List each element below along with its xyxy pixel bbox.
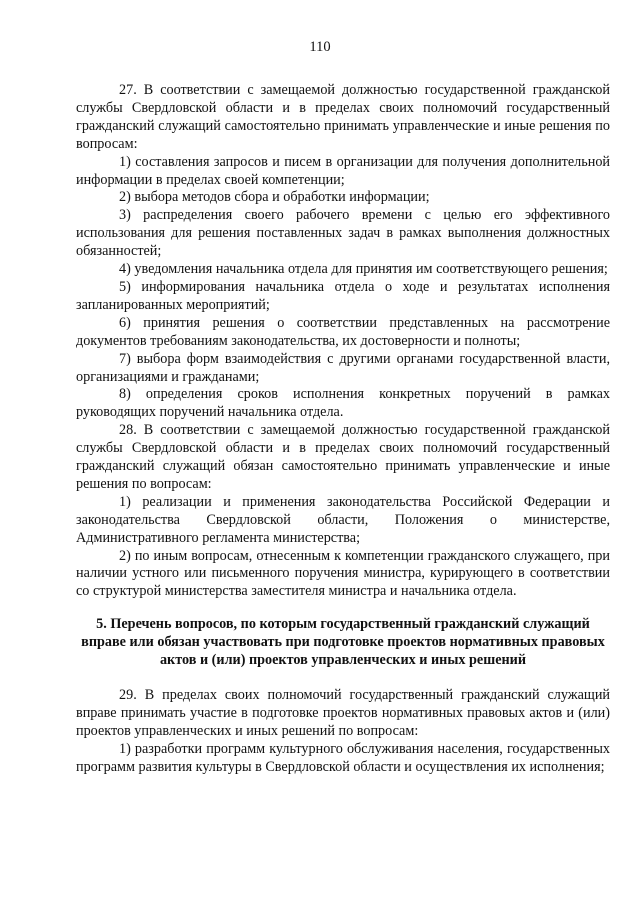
list-item-28-1: 1) реализации и применения законодательства Российской Федерации и законодательства Свердловской области, Положения о министерстве, Административного регламента министерства;: [76, 493, 610, 546]
document-body: [76, 82, 610, 777]
list-item-27-2: 2) выбора методов сбора и обработки информации;: [119, 189, 430, 206]
list-item-27-8: 8) определения сроков исполнения конкретных поручений в рамках руководящих поручений начальника отдела.: [76, 386, 610, 421]
paragraph-29: 29. В пределах своих полномочий государственный гражданский служащий вправе принимать участие в подготовке проектов нормативных правовых актов и (или) проектов управленческих и иных решений по вопросам:: [76, 687, 610, 739]
list-item-29-1: 1) разработки программ культурного обслуживания населения, государственных программ развития культуры в Свердловской области и осуществления их исполнения;: [76, 740, 610, 775]
list-item-28-2: 2) по иным вопросам, отнесенным к компетенции гражданского служащего, при наличии устного или письменного поручения министра, курирующего в соответствии со структурой министерства заместителя министра и начальника отдела.: [76, 547, 610, 600]
paragraph-27: 27. В соответствии с замещаемой должностью государственной гражданской службы Свердловской области и в пределах своих полномочий государственный гражданский служащий самостоятельно принимать управленческие и иные решения по вопросам:: [76, 82, 610, 152]
section-5-heading: 5. Перечень вопросов, по которым государственный гражданский служащий вправе или обязан участвовать при подготовке проектов нормативных правовых актов и (или) проектов управленческих и иных решений: [81, 616, 605, 669]
paragraph-28: 28. В соответствии с замещаемой должностью государственной гражданской службы Свердловской области и в пределах своих полномочий государственный гражданский служащий обязан самостоятельно принимать управленческие и иные решения по вопросам:: [76, 422, 610, 492]
list-item-27-3: 3) распределения своего рабочего времени с целью его эффективного использования для решения поставленных задач в рамках выполнения должностных обязанностей;: [76, 207, 610, 260]
list-item-27-1: 1) составления запросов и писем в организации для получения дополнительной информации в пределах своей компетенции;: [76, 153, 610, 188]
list-item-27-7: 7) выбора форм взаимодействия с другими органами государственной власти, организациями и гражданами;: [76, 350, 610, 385]
list-item-27-6: 6) принятия решения о соответствии представленных на рассмотрение документов требованиям законодательства, их достоверности и полноты;: [76, 314, 610, 349]
list-item-27-5: 5) информирования начальника отдела о ходе и результатах исполнения запланированных мероприятий;: [76, 278, 610, 313]
section-4-list: [76, 82, 610, 601]
page-number: 110: [309, 39, 331, 55]
section-5-list: [76, 687, 610, 777]
list-item-27-4: 4) уведомления начальника отдела для принятия им соответствующего решения;: [119, 261, 608, 278]
